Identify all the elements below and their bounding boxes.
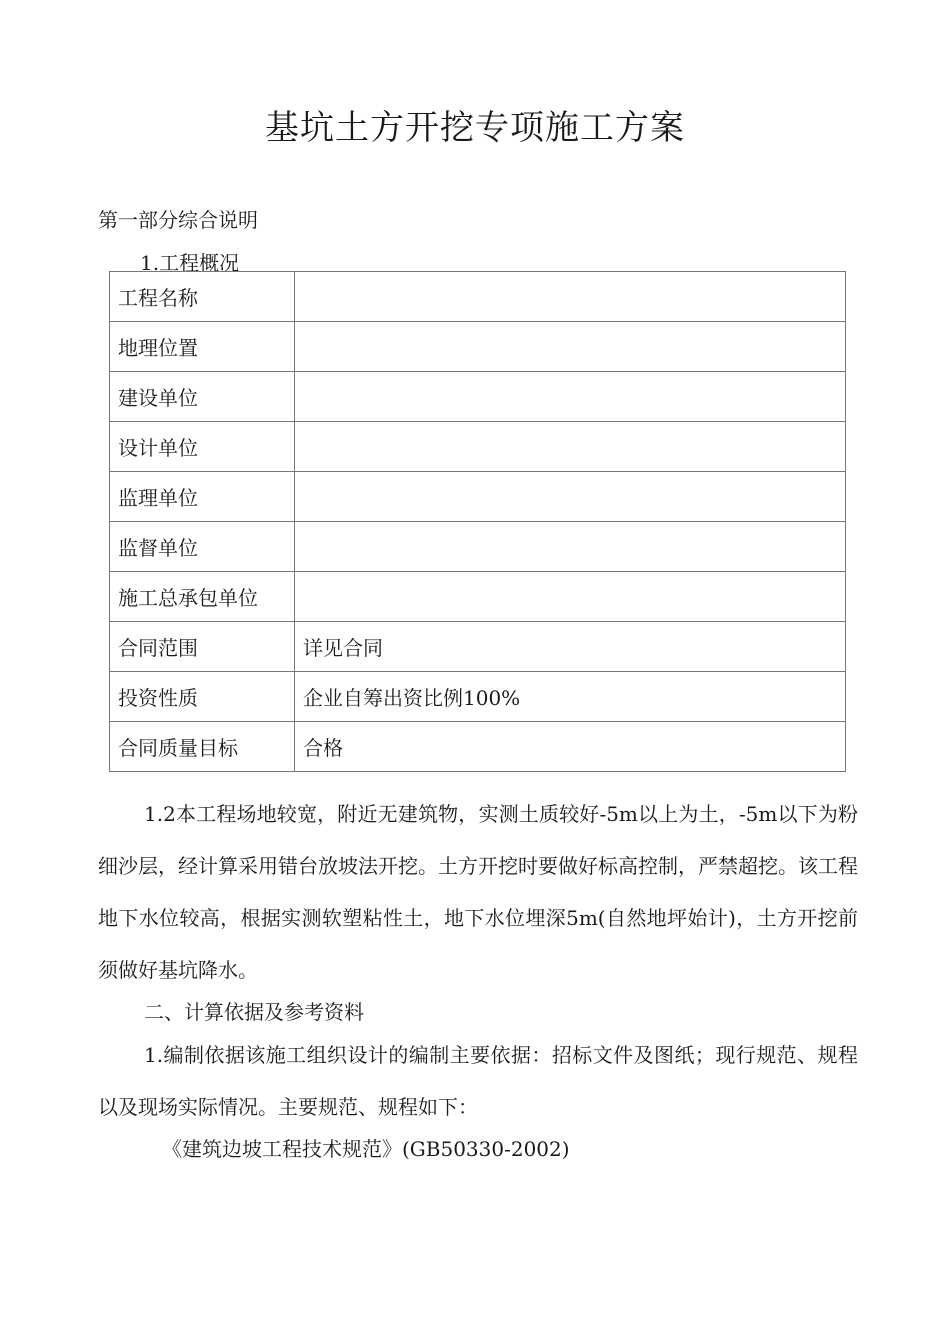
row-label: 合同质量目标 [110,722,295,772]
row-value [295,422,846,472]
row-value [295,572,846,622]
row-label: 地理位置 [110,322,295,372]
table-row [110,322,846,372]
table-row [110,522,846,572]
table-row [110,572,846,622]
row-value [295,472,846,522]
row-label: 合同范围 [110,622,295,672]
row-value [295,322,846,372]
paragraph-basis [98,1029,858,1133]
row-value: 企业自筹出资比例100% [295,672,846,722]
reference-standard: 《建筑边坡工程技术规范》(GB50330-2002) [162,1137,570,1161]
paragraph-text: 1.2本工程场地较宽，附近无建筑物，实测土质较好-5m以上为土，-5m以下为粉细沙层，经计算采用错台放坡法开挖。土方开挖时要做好标高控制，严禁超挖。该工程地下水位较高，根据实测软塑粘性土，地下水位埋深5m(自然地坪始计)，土方开挖前须做好基坑降水。 [98,802,858,982]
table-row [110,272,846,322]
row-label: 投资性质 [110,672,295,722]
row-label: 工程名称 [110,272,295,322]
row-label: 施工总承包单位 [110,572,295,622]
row-value: 合格 [295,722,846,772]
paragraph-text: 1.编制依据该施工组织设计的编制主要依据：招标文件及图纸；现行规范、规程以及现场实际情况。主要规范、规程如下： [98,1043,858,1119]
row-value [295,372,846,422]
document-title: 基坑土方开挖专项施工方案 [265,108,685,148]
table-row [110,622,846,672]
table-row [110,672,846,722]
row-label: 监理单位 [110,472,295,522]
row-value: 详见合同 [295,622,846,672]
row-value [295,522,846,572]
table-row [110,722,846,772]
table-row [110,422,846,472]
section-heading-basis: 二、计算依据及参考资料 [144,1000,364,1024]
part-heading: 第一部分综合说明 [98,208,258,232]
row-label: 建设单位 [110,372,295,422]
table-row [110,472,846,522]
row-value [295,272,846,322]
table-row [110,372,846,422]
row-label: 设计单位 [110,422,295,472]
section-heading-overview: 1.工程概况 [140,251,240,275]
paragraph-site-conditions [98,788,858,996]
row-label: 监督单位 [110,522,295,572]
project-overview-table [109,271,846,772]
